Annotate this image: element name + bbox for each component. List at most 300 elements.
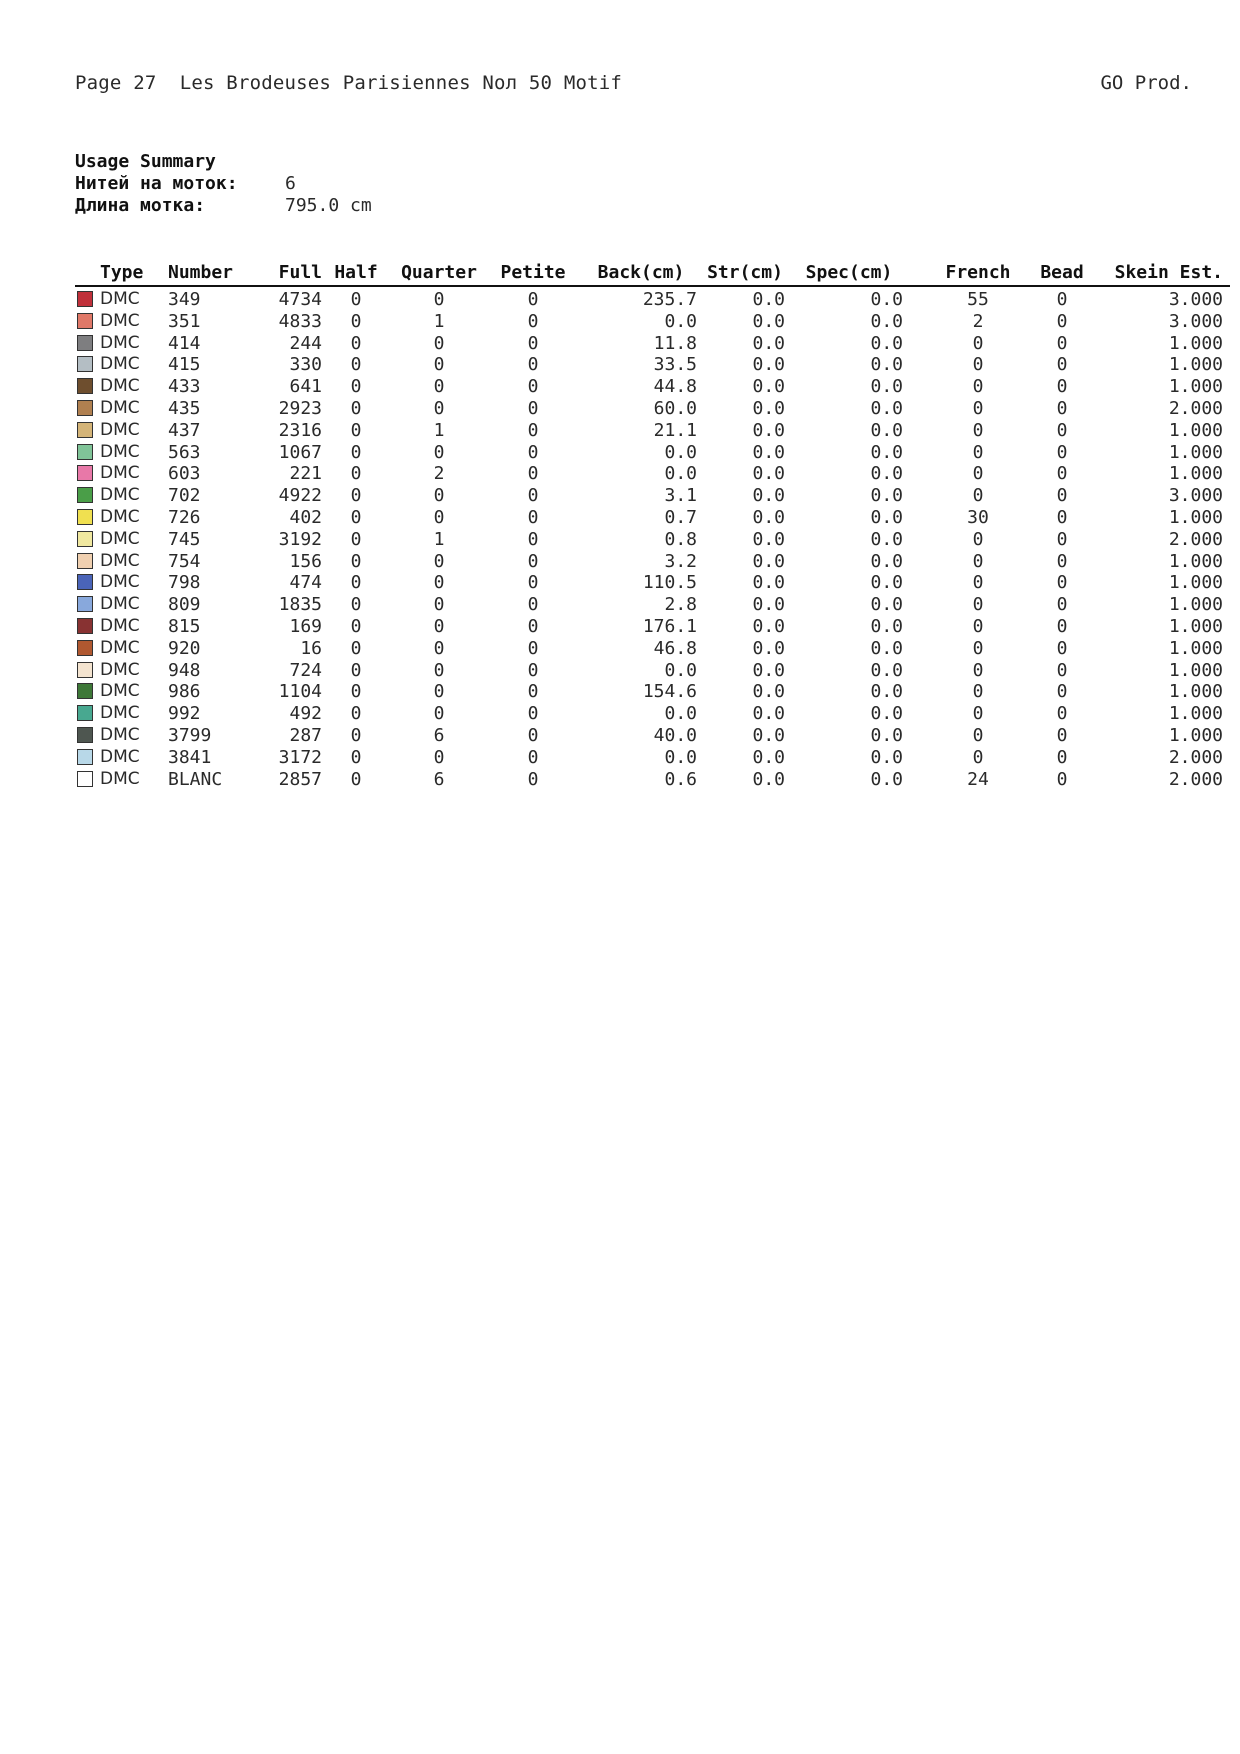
cell-french: 0 [972,615,984,637]
cell-spec: 0.0 [870,550,903,572]
cell-spec: 0.0 [870,659,903,681]
table-row [75,398,1230,420]
cell-bead: 0 [1056,419,1068,441]
page-header-right: GO Prod. [1100,72,1192,94]
cell-full: 4734 [278,289,322,310]
cell-type: DMC [100,724,140,745]
cell-spec: 0.0 [870,354,903,376]
cell-quarter: 2 [433,463,445,485]
cell-skein-est: 2.000 [1168,397,1223,419]
color-swatch [77,313,93,329]
cell-spec: 0.0 [870,594,903,616]
cell-full: 221 [289,463,322,485]
cell-bead: 0 [1056,746,1068,768]
cell-skein-est: 1.000 [1168,572,1223,594]
cell-type: DMC [100,703,140,724]
cell-str: 0.0 [752,419,785,441]
cell-type: DMC [100,354,140,375]
cell-back: 0.0 [664,703,697,725]
color-swatch [77,400,93,416]
cell-str: 0.0 [752,615,785,637]
cell-skein-est: 1.000 [1168,550,1223,572]
cell-spec: 0.0 [870,332,903,354]
cell-bead: 0 [1056,594,1068,616]
cell-petite: 0 [527,332,539,354]
cell-french: 0 [972,397,984,419]
table-row [75,594,1230,616]
cell-str: 0.0 [752,441,785,463]
cell-french: 0 [972,332,984,354]
cell-str: 0.0 [752,506,785,528]
cell-type: DMC [100,397,140,418]
cell-spec: 0.0 [870,615,903,637]
cell-petite: 0 [527,463,539,485]
cell-skein-est: 1.000 [1168,419,1223,441]
color-swatch [77,640,93,656]
column-header-back: Back(cm) [597,262,685,283]
cell-spec: 0.0 [870,289,903,310]
cell-french: 0 [972,441,984,463]
cell-type: DMC [100,615,140,636]
cell-quarter: 0 [433,550,445,572]
cell-spec: 0.0 [870,572,903,594]
cell-petite: 0 [527,703,539,725]
cell-back: 0.0 [664,659,697,681]
cell-full: 402 [289,506,322,528]
skein-length-label: Длина мотка: [75,195,206,216]
cell-french: 24 [967,768,989,790]
cell-french: 0 [972,637,984,659]
cell-bead: 0 [1056,485,1068,507]
cell-skein-est: 2.000 [1168,768,1223,790]
column-header-half: Half [334,262,378,283]
table-row [75,376,1230,398]
cell-french: 55 [967,289,989,310]
cell-half: 0 [350,724,362,746]
cell-spec: 0.0 [870,463,903,485]
column-header-quarter: Quarter [401,262,477,283]
cell-quarter: 0 [433,332,445,354]
table-row [75,289,1230,311]
cell-quarter: 0 [433,397,445,419]
cell-str: 0.0 [752,681,785,703]
cell-quarter: 0 [433,681,445,703]
cell-spec: 0.0 [870,528,903,550]
cell-str: 0.0 [752,746,785,768]
cell-petite: 0 [527,506,539,528]
cell-bead: 0 [1056,637,1068,659]
cell-spec: 0.0 [870,485,903,507]
table-row [75,725,1230,747]
cell-skein-est: 1.000 [1168,376,1223,398]
cell-back: 3.2 [664,550,697,572]
cell-spec: 0.0 [870,376,903,398]
cell-str: 0.0 [752,572,785,594]
cell-half: 0 [350,376,362,398]
cell-spec: 0.0 [870,681,903,703]
cell-half: 0 [350,768,362,790]
cell-str: 0.0 [752,768,785,790]
cell-full: 1835 [278,594,322,616]
cell-petite: 0 [527,637,539,659]
cell-back: 0.6 [664,768,697,790]
cell-type: DMC [100,506,140,527]
cell-french: 0 [972,376,984,398]
usage-table [75,262,1230,790]
color-swatch [77,574,93,590]
cell-skein-est: 1.000 [1168,703,1223,725]
cell-skein-est: 1.000 [1168,332,1223,354]
cell-number: 986 [168,681,201,703]
cell-petite: 0 [527,441,539,463]
cell-full: 641 [289,376,322,398]
color-swatch [77,618,93,634]
cell-bead: 0 [1056,572,1068,594]
cell-number: BLANC [168,768,223,790]
table-row [75,354,1230,376]
cell-type: DMC [100,637,140,658]
cell-type: DMC [100,659,140,680]
cell-spec: 0.0 [870,506,903,528]
cell-half: 0 [350,310,362,332]
cell-half: 0 [350,506,362,528]
cell-quarter: 0 [433,659,445,681]
cell-number: 3841 [168,746,212,768]
color-swatch [77,335,93,351]
cell-skein-est: 3.000 [1168,289,1223,310]
color-swatch [77,509,93,525]
column-header-french: French [945,262,1011,283]
cell-half: 0 [350,746,362,768]
color-swatch [77,771,93,787]
color-swatch [77,422,93,438]
table-row [75,333,1230,355]
cell-french: 2 [972,310,984,332]
cell-half: 0 [350,463,362,485]
cell-petite: 0 [527,572,539,594]
cell-petite: 0 [527,550,539,572]
cell-full: 2857 [278,768,322,790]
cell-number: 920 [168,637,201,659]
cell-bead: 0 [1056,528,1068,550]
color-swatch [77,487,93,503]
cell-skein-est: 1.000 [1168,681,1223,703]
cell-skein-est: 3.000 [1168,310,1223,332]
cell-petite: 0 [527,659,539,681]
cell-back: 11.8 [653,332,697,354]
cell-back: 110.5 [642,572,697,594]
cell-full: 2923 [278,397,322,419]
cell-number: 435 [168,397,201,419]
cell-bead: 0 [1056,768,1068,790]
column-header-str: Str(cm) [707,262,783,283]
table-row [75,420,1230,442]
table-row [75,442,1230,464]
cell-quarter: 1 [433,310,445,332]
cell-skein-est: 2.000 [1168,528,1223,550]
cell-petite: 0 [527,615,539,637]
table-row [75,747,1230,769]
cell-half: 0 [350,441,362,463]
page-header-left: Page 27 Les Brodeuses Parisiennes Noл 50 Motif [75,72,623,94]
cell-number: 992 [168,703,201,725]
cell-str: 0.0 [752,528,785,550]
cell-type: DMC [100,485,140,506]
cell-full: 16 [300,637,322,659]
column-header-spec: Spec(cm) [805,262,893,283]
cell-half: 0 [350,485,362,507]
strands-value: 6 [285,173,296,194]
cell-bead: 0 [1056,332,1068,354]
cell-quarter: 1 [433,419,445,441]
cell-full: 2316 [278,419,322,441]
cell-type: DMC [100,310,140,331]
cell-spec: 0.0 [870,768,903,790]
cell-quarter: 0 [433,354,445,376]
cell-back: 60.0 [653,397,697,419]
color-swatch [77,465,93,481]
cell-bead: 0 [1056,724,1068,746]
color-swatch [77,378,93,394]
cell-french: 0 [972,681,984,703]
color-swatch [77,705,93,721]
cell-quarter: 0 [433,506,445,528]
cell-quarter: 0 [433,637,445,659]
cell-full: 169 [289,615,322,637]
cell-bead: 0 [1056,354,1068,376]
cell-back: 0.0 [664,463,697,485]
cell-back: 2.8 [664,594,697,616]
cell-bead: 0 [1056,506,1068,528]
cell-french: 0 [972,724,984,746]
cell-number: 414 [168,332,201,354]
cell-number: 726 [168,506,201,528]
cell-full: 3192 [278,528,322,550]
cell-skein-est: 1.000 [1168,594,1223,616]
cell-french: 0 [972,572,984,594]
cell-number: 745 [168,528,201,550]
cell-type: DMC [100,550,140,571]
cell-back: 44.8 [653,376,697,398]
cell-quarter: 0 [433,441,445,463]
cell-number: 437 [168,419,201,441]
cell-spec: 0.0 [870,397,903,419]
cell-french: 0 [972,550,984,572]
cell-half: 0 [350,289,362,310]
cell-type: DMC [100,419,140,440]
cell-quarter: 6 [433,768,445,790]
color-swatch [77,662,93,678]
cell-full: 156 [289,550,322,572]
cell-full: 244 [289,332,322,354]
cell-str: 0.0 [752,354,785,376]
cell-full: 3172 [278,746,322,768]
table-row [75,485,1230,507]
cell-french: 0 [972,485,984,507]
cell-type: DMC [100,746,140,767]
cell-number: 415 [168,354,201,376]
color-swatch [77,596,93,612]
cell-french: 0 [972,463,984,485]
cell-full: 330 [289,354,322,376]
cell-half: 0 [350,572,362,594]
table-row [75,681,1230,703]
color-swatch [77,291,93,307]
cell-bead: 0 [1056,659,1068,681]
cell-petite: 0 [527,397,539,419]
cell-quarter: 0 [433,703,445,725]
cell-full: 287 [289,724,322,746]
cell-back: 0.0 [664,746,697,768]
cell-back: 0.7 [664,506,697,528]
cell-half: 0 [350,594,362,616]
cell-type: DMC [100,376,140,397]
cell-quarter: 0 [433,376,445,398]
cell-back: 235.7 [642,289,697,310]
cell-skein-est: 1.000 [1168,659,1223,681]
cell-spec: 0.0 [870,703,903,725]
table-row [75,463,1230,485]
cell-str: 0.0 [752,332,785,354]
cell-petite: 0 [527,289,539,310]
cell-number: 948 [168,659,201,681]
cell-str: 0.0 [752,724,785,746]
cell-quarter: 6 [433,724,445,746]
cell-full: 724 [289,659,322,681]
cell-petite: 0 [527,768,539,790]
cell-str: 0.0 [752,289,785,310]
cell-skein-est: 3.000 [1168,485,1223,507]
table-row [75,616,1230,638]
cell-bead: 0 [1056,397,1068,419]
color-swatch [77,749,93,765]
cell-full: 474 [289,572,322,594]
color-swatch [77,683,93,699]
cell-quarter: 0 [433,289,445,310]
cell-spec: 0.0 [870,637,903,659]
cell-bead: 0 [1056,441,1068,463]
cell-back: 46.8 [653,637,697,659]
table-header [75,262,1230,284]
cell-number: 349 [168,289,201,310]
cell-half: 0 [350,659,362,681]
cell-bead: 0 [1056,703,1068,725]
table-body [75,289,1230,790]
column-header-skein-est: Skein Est. [1114,262,1223,283]
cell-bead: 0 [1056,289,1068,310]
cell-french: 0 [972,354,984,376]
cell-back: 0.0 [664,310,697,332]
cell-french: 0 [972,419,984,441]
cell-skein-est: 2.000 [1168,746,1223,768]
cell-str: 0.0 [752,703,785,725]
cell-bead: 0 [1056,310,1068,332]
cell-back: 0.8 [664,528,697,550]
cell-type: DMC [100,332,140,353]
cell-spec: 0.0 [870,419,903,441]
cell-type: DMC [100,463,140,484]
summary-title: Usage Summary [75,151,216,172]
cell-half: 0 [350,397,362,419]
cell-str: 0.0 [752,550,785,572]
cell-french: 0 [972,659,984,681]
cell-spec: 0.0 [870,724,903,746]
table-row [75,703,1230,725]
table-row [75,551,1230,573]
strands-label: Нитей на моток: [75,173,238,194]
cell-back: 154.6 [642,681,697,703]
cell-skein-est: 1.000 [1168,637,1223,659]
cell-number: 3799 [168,724,212,746]
cell-bead: 0 [1056,463,1068,485]
cell-number: 603 [168,463,201,485]
cell-bead: 0 [1056,615,1068,637]
cell-petite: 0 [527,419,539,441]
cell-type: DMC [100,594,140,615]
cell-petite: 0 [527,354,539,376]
cell-petite: 0 [527,310,539,332]
cell-str: 0.0 [752,594,785,616]
cell-half: 0 [350,703,362,725]
cell-back: 3.1 [664,485,697,507]
cell-full: 1067 [278,441,322,463]
table-row [75,507,1230,529]
cell-back: 21.1 [653,419,697,441]
cell-str: 0.0 [752,485,785,507]
cell-skein-est: 1.000 [1168,441,1223,463]
cell-type: DMC [100,441,140,462]
cell-petite: 0 [527,594,539,616]
cell-half: 0 [350,332,362,354]
cell-number: 815 [168,615,201,637]
cell-bead: 0 [1056,376,1068,398]
cell-full: 4833 [278,310,322,332]
cell-spec: 0.0 [870,441,903,463]
column-header-type: Type [100,262,144,283]
color-swatch [77,727,93,743]
cell-spec: 0.0 [870,310,903,332]
cell-french: 0 [972,594,984,616]
cell-half: 0 [350,681,362,703]
cell-skein-est: 1.000 [1168,615,1223,637]
cell-french: 30 [967,506,989,528]
cell-str: 0.0 [752,637,785,659]
cell-back: 0.0 [664,441,697,463]
cell-type: DMC [100,768,140,789]
cell-full: 1104 [278,681,322,703]
cell-number: 809 [168,594,201,616]
table-row [75,311,1230,333]
cell-type: DMC [100,528,140,549]
cell-half: 0 [350,528,362,550]
column-header-number: Number [168,262,234,283]
cell-half: 0 [350,550,362,572]
cell-skein-est: 1.000 [1168,724,1223,746]
cell-half: 0 [350,637,362,659]
cell-petite: 0 [527,681,539,703]
cell-full: 4922 [278,485,322,507]
column-header-full: Full [278,262,322,283]
cell-french: 0 [972,703,984,725]
cell-half: 0 [350,419,362,441]
cell-quarter: 0 [433,615,445,637]
cell-petite: 0 [527,376,539,398]
cell-quarter: 0 [433,572,445,594]
cell-petite: 0 [527,724,539,746]
cell-type: DMC [100,681,140,702]
cell-type: DMC [100,572,140,593]
cell-number: 351 [168,310,201,332]
